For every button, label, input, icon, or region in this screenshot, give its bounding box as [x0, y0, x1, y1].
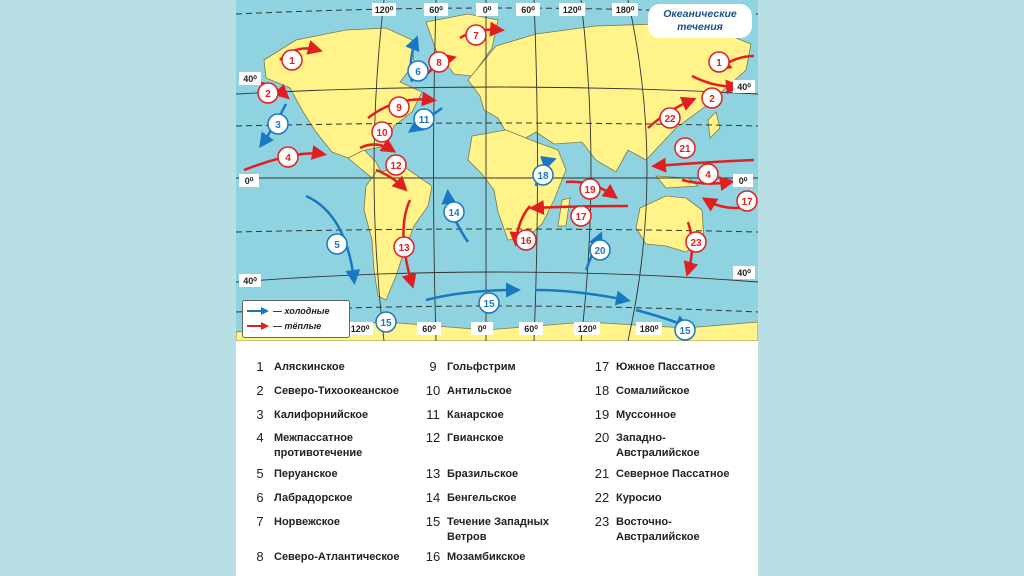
svg-text:17: 17: [575, 212, 587, 223]
top-label-0: 0⁰: [482, 5, 492, 15]
svg-text:7: 7: [473, 31, 479, 42]
marker-23: [686, 232, 706, 252]
marker-1-west: [282, 50, 302, 70]
svg-text:17: 17: [741, 197, 753, 208]
list-item: [588, 490, 763, 506]
item-name: Калифорнийское: [274, 409, 369, 421]
list-item: [246, 407, 421, 423]
legend-cold-arrow-icon: [247, 307, 269, 315]
top-label-120w: 120⁰: [374, 5, 394, 15]
legend-warm-arrow-icon: [247, 322, 269, 330]
marker-20: [590, 240, 610, 260]
item-number: 19: [594, 407, 610, 422]
item-name: Лабрадорское: [274, 492, 353, 504]
marker-19: [580, 179, 600, 199]
marker-2-east: [702, 88, 722, 108]
svg-text:11: 11: [418, 115, 430, 126]
svg-text:8: 8: [436, 58, 442, 69]
list-item: [246, 359, 421, 375]
svg-text:1: 1: [716, 58, 722, 69]
list-item: [588, 430, 738, 461]
marker-3: [268, 114, 288, 134]
list-item: [588, 407, 763, 423]
svg-text:2: 2: [265, 89, 271, 100]
right-label-40s: 40⁰: [737, 268, 751, 278]
north-america: [264, 28, 422, 158]
list-item: [246, 383, 421, 399]
svg-text:15: 15: [483, 299, 495, 310]
svg-text:15: 15: [380, 318, 392, 329]
item-name: Бразильское: [447, 468, 519, 480]
list-item: [419, 514, 579, 545]
item-name: Северное Пассатное: [616, 468, 730, 480]
item-number: 22: [594, 490, 610, 505]
marker-4-east: [698, 164, 718, 184]
list-item: [588, 383, 763, 399]
item-name: Антильское: [447, 385, 512, 397]
africa: [468, 130, 566, 240]
svg-text:2: 2: [709, 94, 715, 105]
svg-text:15: 15: [679, 326, 691, 337]
list-item: [246, 490, 421, 506]
parallel-40s: [236, 272, 758, 282]
bottom-label-120e: 120⁰: [577, 324, 597, 334]
marker-2-west: [258, 83, 278, 103]
top-label-60w: 60⁰: [429, 5, 443, 15]
item-name: Гвианское: [447, 432, 504, 444]
item-number: 13: [425, 466, 441, 481]
item-name: Течение Западных Ветров: [447, 516, 550, 543]
marker-1-east: [709, 52, 729, 72]
item-name: Межпассатное противотечение: [274, 432, 363, 459]
svg-text:10: 10: [376, 128, 388, 139]
svg-text:13: 13: [398, 243, 410, 254]
item-number: 5: [256, 466, 264, 481]
item-number: 10: [425, 383, 441, 398]
marker-7: [466, 25, 486, 45]
item-number: 16: [425, 549, 441, 564]
list-item: [419, 490, 594, 506]
item-name: Гольфстрим: [447, 361, 516, 373]
bottom-label-60w: 60⁰: [422, 324, 436, 334]
marker-15-east: [675, 320, 695, 340]
list-item: [246, 466, 421, 482]
top-label-120e: 120⁰: [562, 5, 582, 15]
item-number: 9: [429, 359, 437, 374]
list-item: [246, 430, 376, 461]
marker-10: [372, 122, 392, 142]
svg-text:1: 1: [289, 56, 295, 67]
svg-text:19: 19: [584, 185, 596, 196]
bottom-label-60e: 60⁰: [524, 324, 538, 334]
marker-9: [389, 97, 409, 117]
arrow-west-wind-2: [536, 290, 626, 300]
item-number: 8: [256, 549, 264, 564]
item-number: 4: [256, 430, 264, 445]
svg-text:5: 5: [334, 240, 340, 251]
svg-text:16: 16: [520, 236, 532, 247]
list-item: [419, 549, 594, 565]
svg-text:20: 20: [594, 246, 606, 257]
list-item: [419, 430, 594, 446]
bottom-label-120w: 120⁰: [350, 324, 370, 334]
svg-text:14: 14: [448, 208, 460, 219]
marker-8: [429, 52, 449, 72]
marker-13: [394, 237, 414, 257]
list-item: [419, 466, 594, 482]
svg-text:21: 21: [679, 144, 691, 155]
item-number: 14: [425, 490, 441, 505]
item-name: Бенгельское: [447, 492, 517, 504]
marker-17-east: [737, 191, 757, 211]
bottom-label-180: 180⁰: [639, 324, 659, 334]
item-name: Западно-Австралийское: [616, 432, 700, 459]
list-item: [419, 407, 594, 423]
map-canvas: [236, 0, 758, 341]
item-number: 3: [256, 407, 264, 422]
top-label-180: 180⁰: [615, 5, 635, 15]
svg-text:4: 4: [705, 170, 711, 181]
list-item: [246, 549, 421, 565]
currents-list: [236, 341, 758, 576]
legend-warm: [247, 321, 321, 331]
item-number: 11: [426, 407, 440, 422]
right-label-40n: 40⁰: [737, 82, 751, 92]
legend-cold-label: — холодные: [273, 306, 330, 316]
marker-6: [408, 61, 428, 81]
map-title-line2: течения: [677, 21, 723, 33]
list-item: [419, 359, 594, 375]
item-number: 2: [256, 383, 264, 398]
right-label-0: 0⁰: [738, 176, 748, 186]
item-name: Южное Пассатное: [616, 361, 716, 373]
bottom-label-0: 0⁰: [477, 324, 487, 334]
item-name: Восточно-Австралийское: [616, 516, 700, 543]
item-name: Куросио: [616, 492, 662, 504]
marker-21: [675, 138, 695, 158]
list-item: [588, 514, 738, 545]
ocean-currents-map: [236, 0, 758, 341]
item-number: 12: [425, 430, 441, 445]
item-number: 7: [256, 514, 264, 529]
item-number: 6: [256, 490, 264, 505]
item-number: 21: [594, 466, 610, 481]
item-name: Мозамбикское: [447, 551, 526, 563]
legend-cold: [247, 306, 329, 316]
svg-text:12: 12: [390, 161, 402, 172]
legend-warm-label: — тёплые: [273, 321, 322, 331]
map-title-line1: Океанические: [663, 8, 737, 20]
madagascar: [558, 198, 570, 226]
item-name: Аляскинское: [274, 361, 345, 373]
svg-text:18: 18: [537, 171, 549, 182]
svg-text:22: 22: [664, 114, 676, 125]
item-name: Северо-Тихоокеанское: [274, 385, 399, 397]
item-name: Сомалийское: [616, 385, 690, 397]
map-title: [648, 4, 752, 38]
svg-text:9: 9: [396, 103, 402, 114]
marker-18: [533, 165, 553, 185]
marker-11: [414, 109, 434, 129]
list-item: [588, 359, 763, 375]
left-label-40n: 40⁰: [243, 74, 257, 84]
list-item: [246, 514, 421, 530]
marker-12: [386, 155, 406, 175]
item-number: 20: [594, 430, 610, 445]
svg-text:6: 6: [415, 67, 421, 78]
landmasses: [236, 14, 758, 341]
left-label-40s: 40⁰: [243, 276, 257, 286]
item-name: Канарское: [447, 409, 504, 421]
list-item: [419, 383, 594, 399]
marker-5: [327, 234, 347, 254]
left-label-0: 0⁰: [244, 176, 254, 186]
list-item: [588, 466, 763, 482]
marker-22: [660, 108, 680, 128]
svg-text:3: 3: [275, 120, 281, 131]
map-legend: [242, 300, 350, 338]
svg-text:4: 4: [285, 153, 291, 164]
item-number: 15: [425, 514, 441, 529]
item-name: Норвежское: [274, 516, 340, 528]
marker-15-center: [479, 293, 499, 313]
item-name: Северо-Атлантическое: [274, 551, 400, 563]
marker-14: [444, 202, 464, 222]
marker-15-west: [376, 312, 396, 332]
marker-16: [516, 230, 536, 250]
arrow-west-wind-1: [426, 290, 516, 300]
marker-4-west: [278, 147, 298, 167]
item-number: 18: [594, 383, 610, 398]
item-number: 17: [594, 359, 610, 374]
item-number: 1: [256, 359, 264, 374]
top-label-60e: 60⁰: [521, 5, 535, 15]
item-number: 23: [594, 514, 610, 529]
item-name: Перуанское: [274, 468, 338, 480]
svg-text:23: 23: [690, 238, 702, 249]
meridian-60w: [434, 0, 437, 341]
item-name: Муссонное: [616, 409, 677, 421]
marker-17-west: [571, 206, 591, 226]
